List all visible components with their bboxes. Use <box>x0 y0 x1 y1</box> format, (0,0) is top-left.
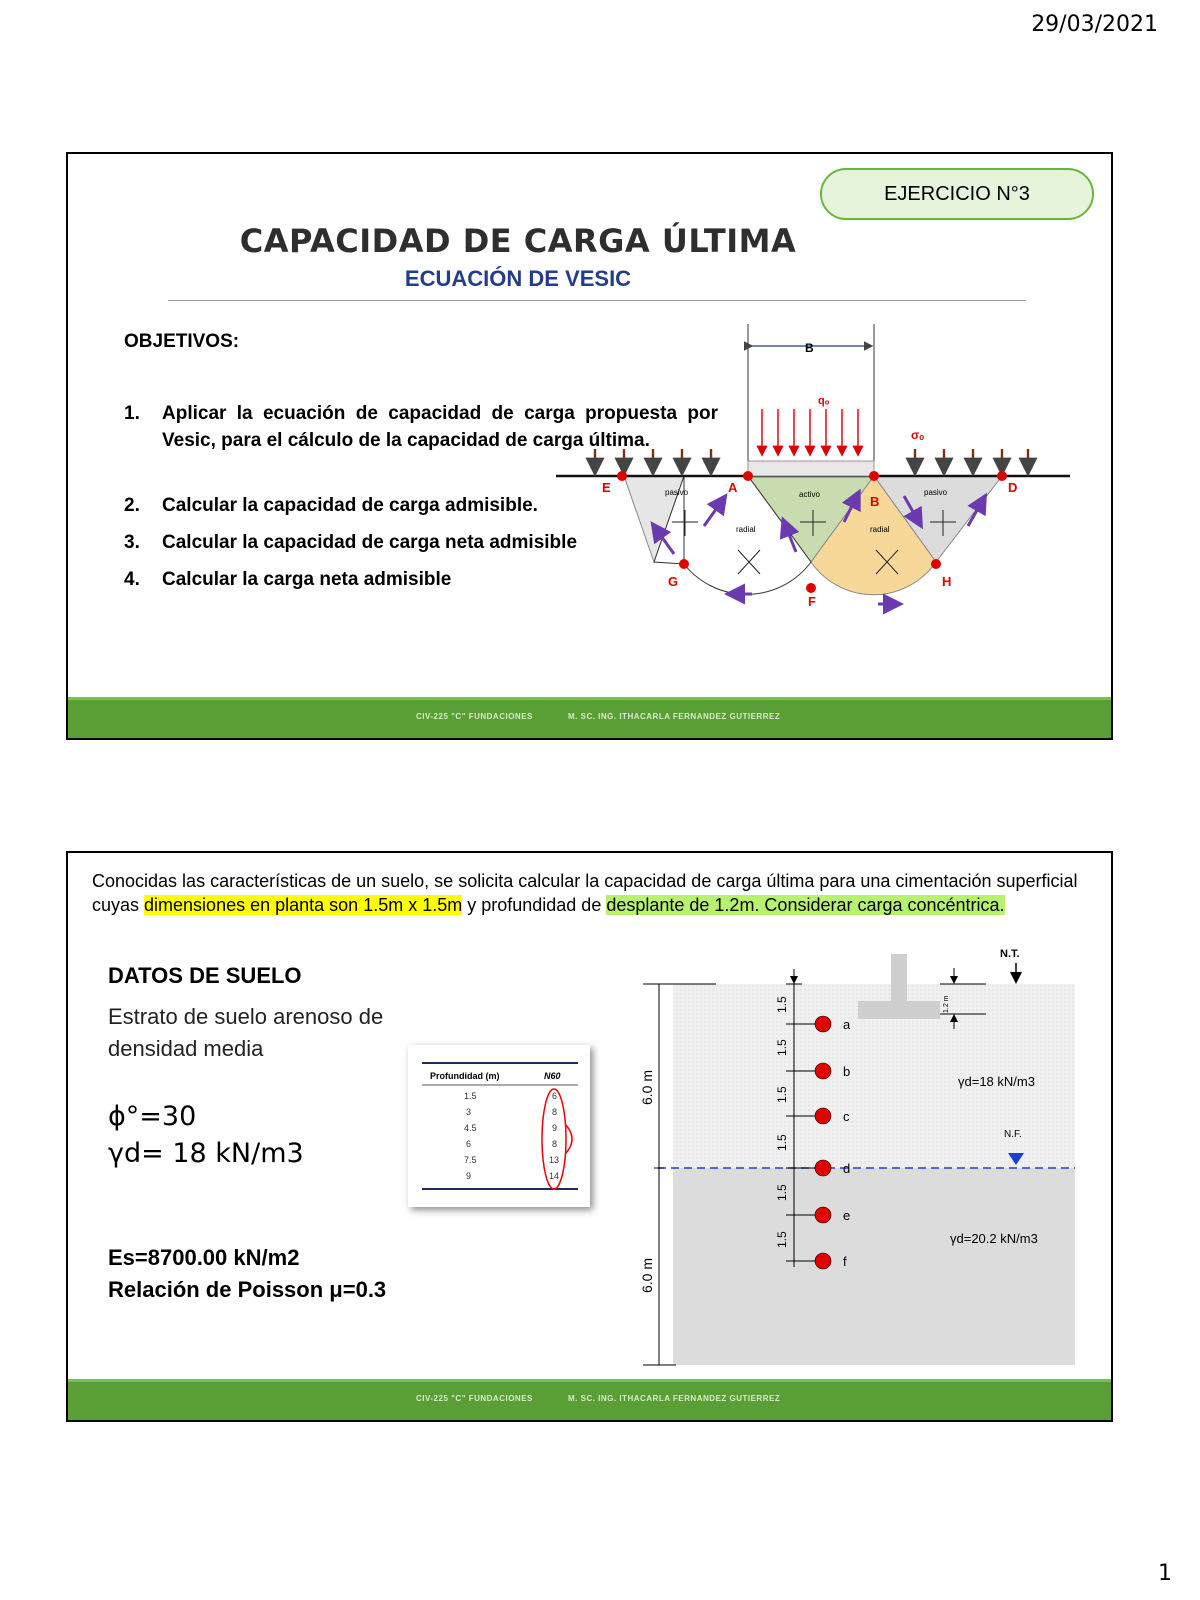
upper-thickness: 6.0 m <box>639 1069 655 1105</box>
zone-radial-left: radial <box>736 525 756 534</box>
statement-text: y profundidad de <box>462 895 607 915</box>
footer-author: M. SC. ING. ITHACARLA FERNANDEZ GUTIERREZ <box>568 1394 781 1403</box>
lower-layer-label: γd=20.2 kN/m3 <box>950 1231 1038 1246</box>
bearing-failure-diagram <box>68 154 1111 698</box>
dry-unit-weight: γd= 18 kN/m3 <box>108 1138 304 1169</box>
point-e-label: e <box>843 1208 851 1223</box>
depth-cell: 4.5 <box>464 1123 477 1133</box>
n-cell: 14 <box>549 1171 560 1181</box>
objective-text: Aplicar la ecuación de capacidad de carga propuesta por Vesic, para el cálculo de la capacidad de carga última. <box>162 403 718 451</box>
point-f-label: f <box>843 1254 847 1269</box>
water-table-label: N.F. <box>1004 1129 1022 1140</box>
spacing-label: 1.5 <box>775 996 789 1013</box>
elastic-modulus: Es=8700.00 kN/m2 <box>108 1245 300 1270</box>
slide-subtitle: ECUACIÓN DE VESIC <box>404 266 632 291</box>
header-n60: N60 <box>544 1071 561 1081</box>
slide-2 <box>66 851 1113 1422</box>
page-date: 29/03/2021 <box>1031 12 1158 37</box>
zone-active: activo <box>799 490 820 499</box>
poisson-ratio: Relación de Poisson μ=0.3 <box>108 1277 387 1302</box>
slide-1 <box>66 152 1113 740</box>
point-h: H <box>942 574 952 589</box>
objective-number: 3. <box>124 532 140 553</box>
point-a: A <box>728 480 738 495</box>
soil-profile-diagram <box>68 853 1111 1382</box>
depth-cell: 6 <box>466 1139 472 1149</box>
point-d: D <box>1008 480 1018 495</box>
statement-text: Conocidas las características de un suelo, se solicita calcular la capacidad de carga última para una cimentación superficial cuyas <box>92 871 1078 915</box>
header-depth: Profundidad (m) <box>430 1071 500 1081</box>
upper-layer-label: γd=18 kN/m3 <box>958 1074 1035 1089</box>
n-cell: 9 <box>552 1123 558 1133</box>
objective-text: Calcular la carga neta admisible <box>162 569 452 590</box>
point-b-label: b <box>843 1064 851 1079</box>
objective-text: Calcular la capacidad de carga admisible. <box>162 495 538 516</box>
surcharge-label: σₒ <box>911 428 925 442</box>
footer-course: CIV-225 "C" FUNDACIONES <box>416 712 533 721</box>
n-cell: 8 <box>552 1139 558 1149</box>
spacing-label: 1.5 <box>775 1086 789 1103</box>
load-label: qₒ <box>818 395 830 407</box>
zone-passive-right: pasivo <box>924 488 948 497</box>
width-label: B <box>805 341 814 355</box>
soil-data-heading: DATOS DE SUELO <box>108 963 302 988</box>
ground-level-label: N.T. <box>1000 948 1020 960</box>
exercise-badge: EJERCICIO N°3 <box>820 168 1094 220</box>
spacing-label: 1.5 <box>775 1231 789 1248</box>
slide-title: CAPACIDAD DE CARGA ÚLTIMA <box>239 222 797 260</box>
objective-text: Calcular la capacidad de carga neta admisible <box>162 532 578 553</box>
objectives-heading: OBJETIVOS: <box>124 331 240 352</box>
friction-angle: ϕ°=30 <box>108 1101 197 1132</box>
page-number: 1 <box>1158 1561 1172 1586</box>
slide-footer <box>68 697 1111 738</box>
spacing-label: 1.5 <box>775 1039 789 1056</box>
objective-number: 4. <box>124 569 140 590</box>
point-b: B <box>870 494 880 509</box>
point-g: G <box>668 574 679 589</box>
n-cell: 8 <box>552 1107 558 1117</box>
point-e: E <box>602 480 611 495</box>
n-cell: 6 <box>552 1091 558 1101</box>
depth-cell: 7.5 <box>464 1155 477 1165</box>
zone-passive-left: pasivo <box>665 488 689 497</box>
depth-cell: 3 <box>466 1107 472 1117</box>
footing-depth-label: 1.2 m <box>943 995 950 1013</box>
highlight-dimensions: dimensiones en planta son 1.5m x 1.5m <box>144 895 463 915</box>
n-cell: 13 <box>549 1155 560 1165</box>
point-a-label: a <box>843 1017 851 1032</box>
footer-author: M. SC. ING. ITHACARLA FERNANDEZ GUTIERREZ <box>568 712 781 721</box>
lower-thickness: 6.0 m <box>639 1257 655 1293</box>
slide-footer <box>68 1379 1111 1420</box>
zone-radial-right: radial <box>870 525 890 534</box>
spacing-label: 1.5 <box>775 1134 789 1151</box>
point-f: F <box>808 594 816 609</box>
objective-number: 1. <box>124 403 140 424</box>
depth-cell: 9 <box>466 1171 472 1181</box>
footer-course: CIV-225 "C" FUNDACIONES <box>416 1394 533 1403</box>
depth-cell: 1.5 <box>464 1091 477 1101</box>
objective-number: 2. <box>124 495 140 516</box>
spacing-label: 1.5 <box>775 1184 789 1201</box>
point-c-label: c <box>843 1109 850 1124</box>
soil-description: Estrato de suelo arenoso de densidad media <box>108 1004 384 1061</box>
highlight-depth: desplante de 1.2m. Considerar carga concéntrica. <box>606 895 1005 915</box>
point-d-label: d <box>843 1161 851 1176</box>
